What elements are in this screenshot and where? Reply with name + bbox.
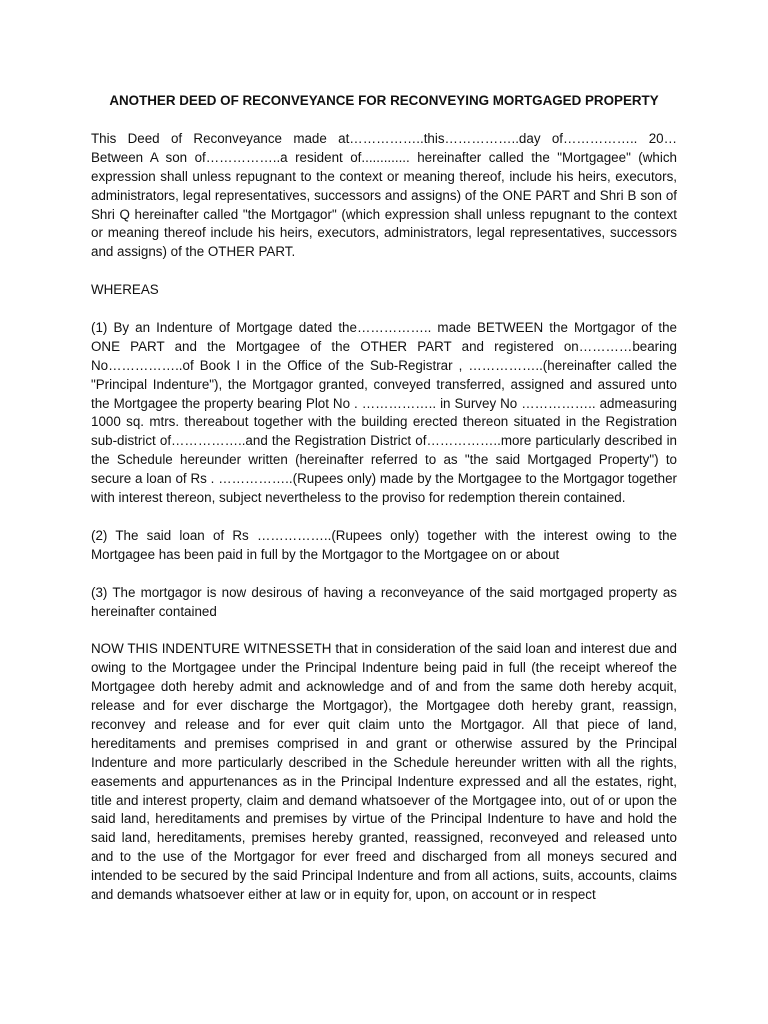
witnesseth-paragraph: NOW THIS INDENTURE WITNESSETH that in consideration of the said loan and interest due and owing to the Mortgagee under the Principal Indenture being paid in full (the receipt whereof the Mortgagee doth hereby admit and acknowledge and of and from the same doth hereby acquit, release and for ever discharge the Mortgagor), the Mortgagee doth hereby grant, reassign, reconvey and release and for ever quit claim unto the Mortgagor. All that piece of land, hereditaments and premises comprised in and grant or otherwise assured by the Principal Indenture and more particularly described in the Schedule hereunder written with all the rights, easements and appurtenances as in the Principal Indenture expressed and all the estates, right, title and interest property, claim and demand whatsoever of the Mortgagee into, out of or upon the said land, hereditaments and premises by virtue of the Principal Indenture to have and hold the said land, hereditaments, premises hereby granted, reassigned, reconveyed and released unto and to the use of the Mortgagor for ever freed and discharged from all moneys secured and intended to be secured by the said Principal Indenture and from all actions, suits, accounts, claims and demands whatsoever either at law or in equity for, upon, on account or in respect [91,641,677,903]
intro-paragraph: This Deed of Reconveyance made at……………..this……………..day of…………….. 20… Between A son of……………..a resident of............. hereinafter called the "Mortgagee" (which expression shall unless repugnant to the context or meaning thereof, include his heirs, executors, administrators, legal representatives, successors and assigns) of the ONE PART and Shri B son of Shri Q hereinafter called "the Mortgagor" (which expression shall unless repugnant to the context or meaning thereof include his heirs, executors, administrators, legal representatives, successors and assigns) of the OTHER PART. [91,130,677,260]
document-title: ANOTHER DEED OF RECONVEYANCE FOR RECONVEYING MORTGAGED PROPERTY [109,93,659,108]
document-page [91,92,677,924]
whereas-heading: WHEREAS [91,282,159,298]
recital-3-paragraph: (3) The mortgagor is now desirous of having a reconveyance of the said mortgaged property as hereinafter contained [91,584,677,619]
recital-1-paragraph: (1) By an Indenture of Mortgage dated the…………….. made BETWEEN the Mortgagor of the ONE PART and the Mortgagee of the OTHER PART and registered on…………bearing No……………..of Book I in the Office of the Sub-Registrar , ……………..(hereinafter called the "Principal Indenture"), the Mortgagor granted, conveyed transferred, assigned and assured unto the Mortgagee the property bearing Plot No . …………….. in Survey No …………….. admeasuring 1000 sq. mtrs. thereabout together with the building erected thereon situated in the Registration sub-district of……………..and the Registration District of……………..more particularly described in the Schedule hereunder written (hereinafter referred to as "the said Mortgaged Property") to secure a loan of Rs . ……………..(Rupees only) made by the Mortgagee to the Mortgagor together with interest thereon, subject nevertheless to the proviso for redemption therein contained. [91,319,677,506]
recital-2-paragraph: (2) The said loan of Rs ……………..(Rupees only) together with the interest owing to the Mortgagee has been paid in full by the Mortgagor to the Mortgagee on or about [91,527,677,562]
